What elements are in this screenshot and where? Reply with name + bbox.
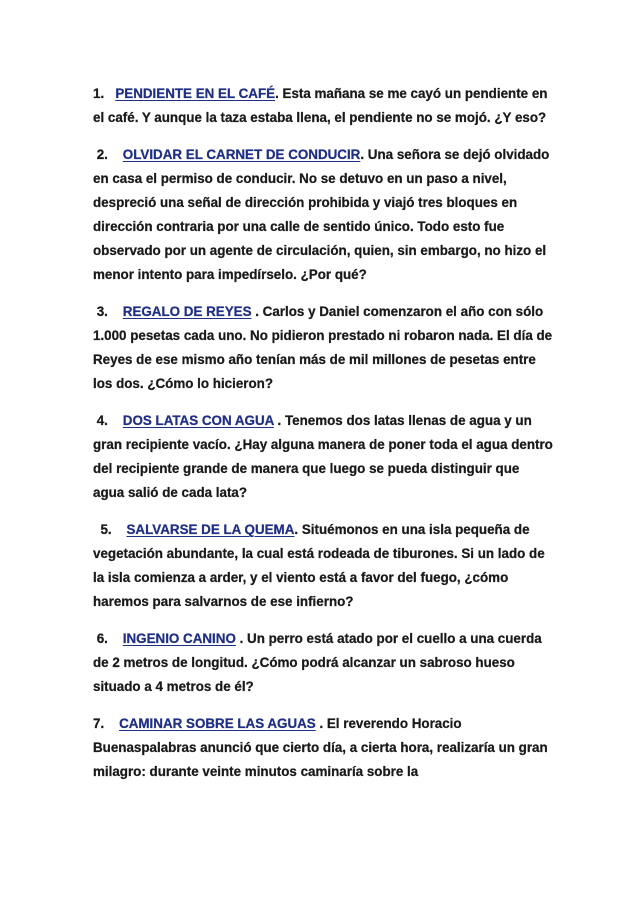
item-text: . Esta mañana se me cayó un pendiente en el café. Y aunque la taza estaba llena, el pendiente no se mojó. ¿Y eso? — [93, 86, 548, 125]
puzzle-item-2 — [93, 143, 553, 287]
item-text: . Tenemos dos latas llenas de agua y un gran recipiente vacío. ¿Hay alguna manera de poner toda el agua dentro del recipiente grande de manera que luego se pueda distinguir que agua salió de cada lata? — [93, 413, 553, 500]
item-text: . Situémonos en una isla pequeña de vegetación abundante, la cual está rodeada de tiburones. Si un lado de la isla comienza a arder, y el viento está a favor del fuego, ¿cómo haremos para salvarnos de ese infierno? — [93, 522, 545, 609]
item-text: . El reverendo Horacio Buenaspalabras anunció que cierto día, a cierta hora, realizaría un gran milagro: durante veinte minutos caminaría sobre la — [93, 716, 548, 779]
item-text: . Un perro está atado por el cuello a una cuerda de 2 metros de longitud. ¿Cómo podrá alcanzar un sabroso hueso situado a 4 metros de él? — [93, 631, 542, 694]
item-number: 2. — [93, 147, 123, 162]
puzzle-item-4 — [93, 409, 553, 505]
item-number: 4. — [93, 413, 123, 428]
item-title: REGALO DE REYES — [122, 304, 252, 319]
item-title: SALVARSE DE LA QUEMA — [126, 522, 295, 537]
item-number: 5. — [93, 522, 127, 537]
puzzle-item-6 — [93, 627, 553, 699]
item-number: 7. — [93, 716, 120, 731]
item-number: 1. — [93, 86, 116, 101]
puzzle-item-7 — [93, 712, 553, 784]
item-title: OLVIDAR EL CARNET DE CONDUCIR — [122, 147, 361, 162]
item-title: CAMINAR SOBRE LAS AGUAS — [119, 716, 316, 731]
item-text: . Carlos y Daniel comenzaron el año con sólo 1.000 pesetas cada uno. No pidieron prestado ni robaron nada. El día de Reyes de ese mismo año tenían más de mil millones de pesetas entre los dos. ¿Cómo lo hicieron? — [93, 304, 553, 391]
puzzle-item-5 — [93, 518, 553, 614]
item-title: PENDIENTE EN EL CAFÉ — [115, 86, 276, 101]
puzzle-item-3 — [93, 300, 553, 396]
item-number: 3. — [93, 304, 123, 319]
puzzle-item-1 — [93, 82, 553, 130]
item-title: DOS LATAS CON AGUA — [122, 413, 274, 428]
item-title: INGENIO CANINO — [122, 631, 236, 646]
item-text: . Una señora se dejó olvidado en casa el permiso de conducir. No se detuvo en un paso a nivel, despreció una señal de dirección prohibida y viajó tres bloques en dirección contraria por una calle de sentido único. Todo esto fue observado por un agente de circulación, quien, sin embargo, no hizo el menor intento para impedírselo. ¿Por qué? — [93, 147, 550, 282]
document-body — [93, 82, 553, 797]
item-number: 6. — [93, 631, 123, 646]
